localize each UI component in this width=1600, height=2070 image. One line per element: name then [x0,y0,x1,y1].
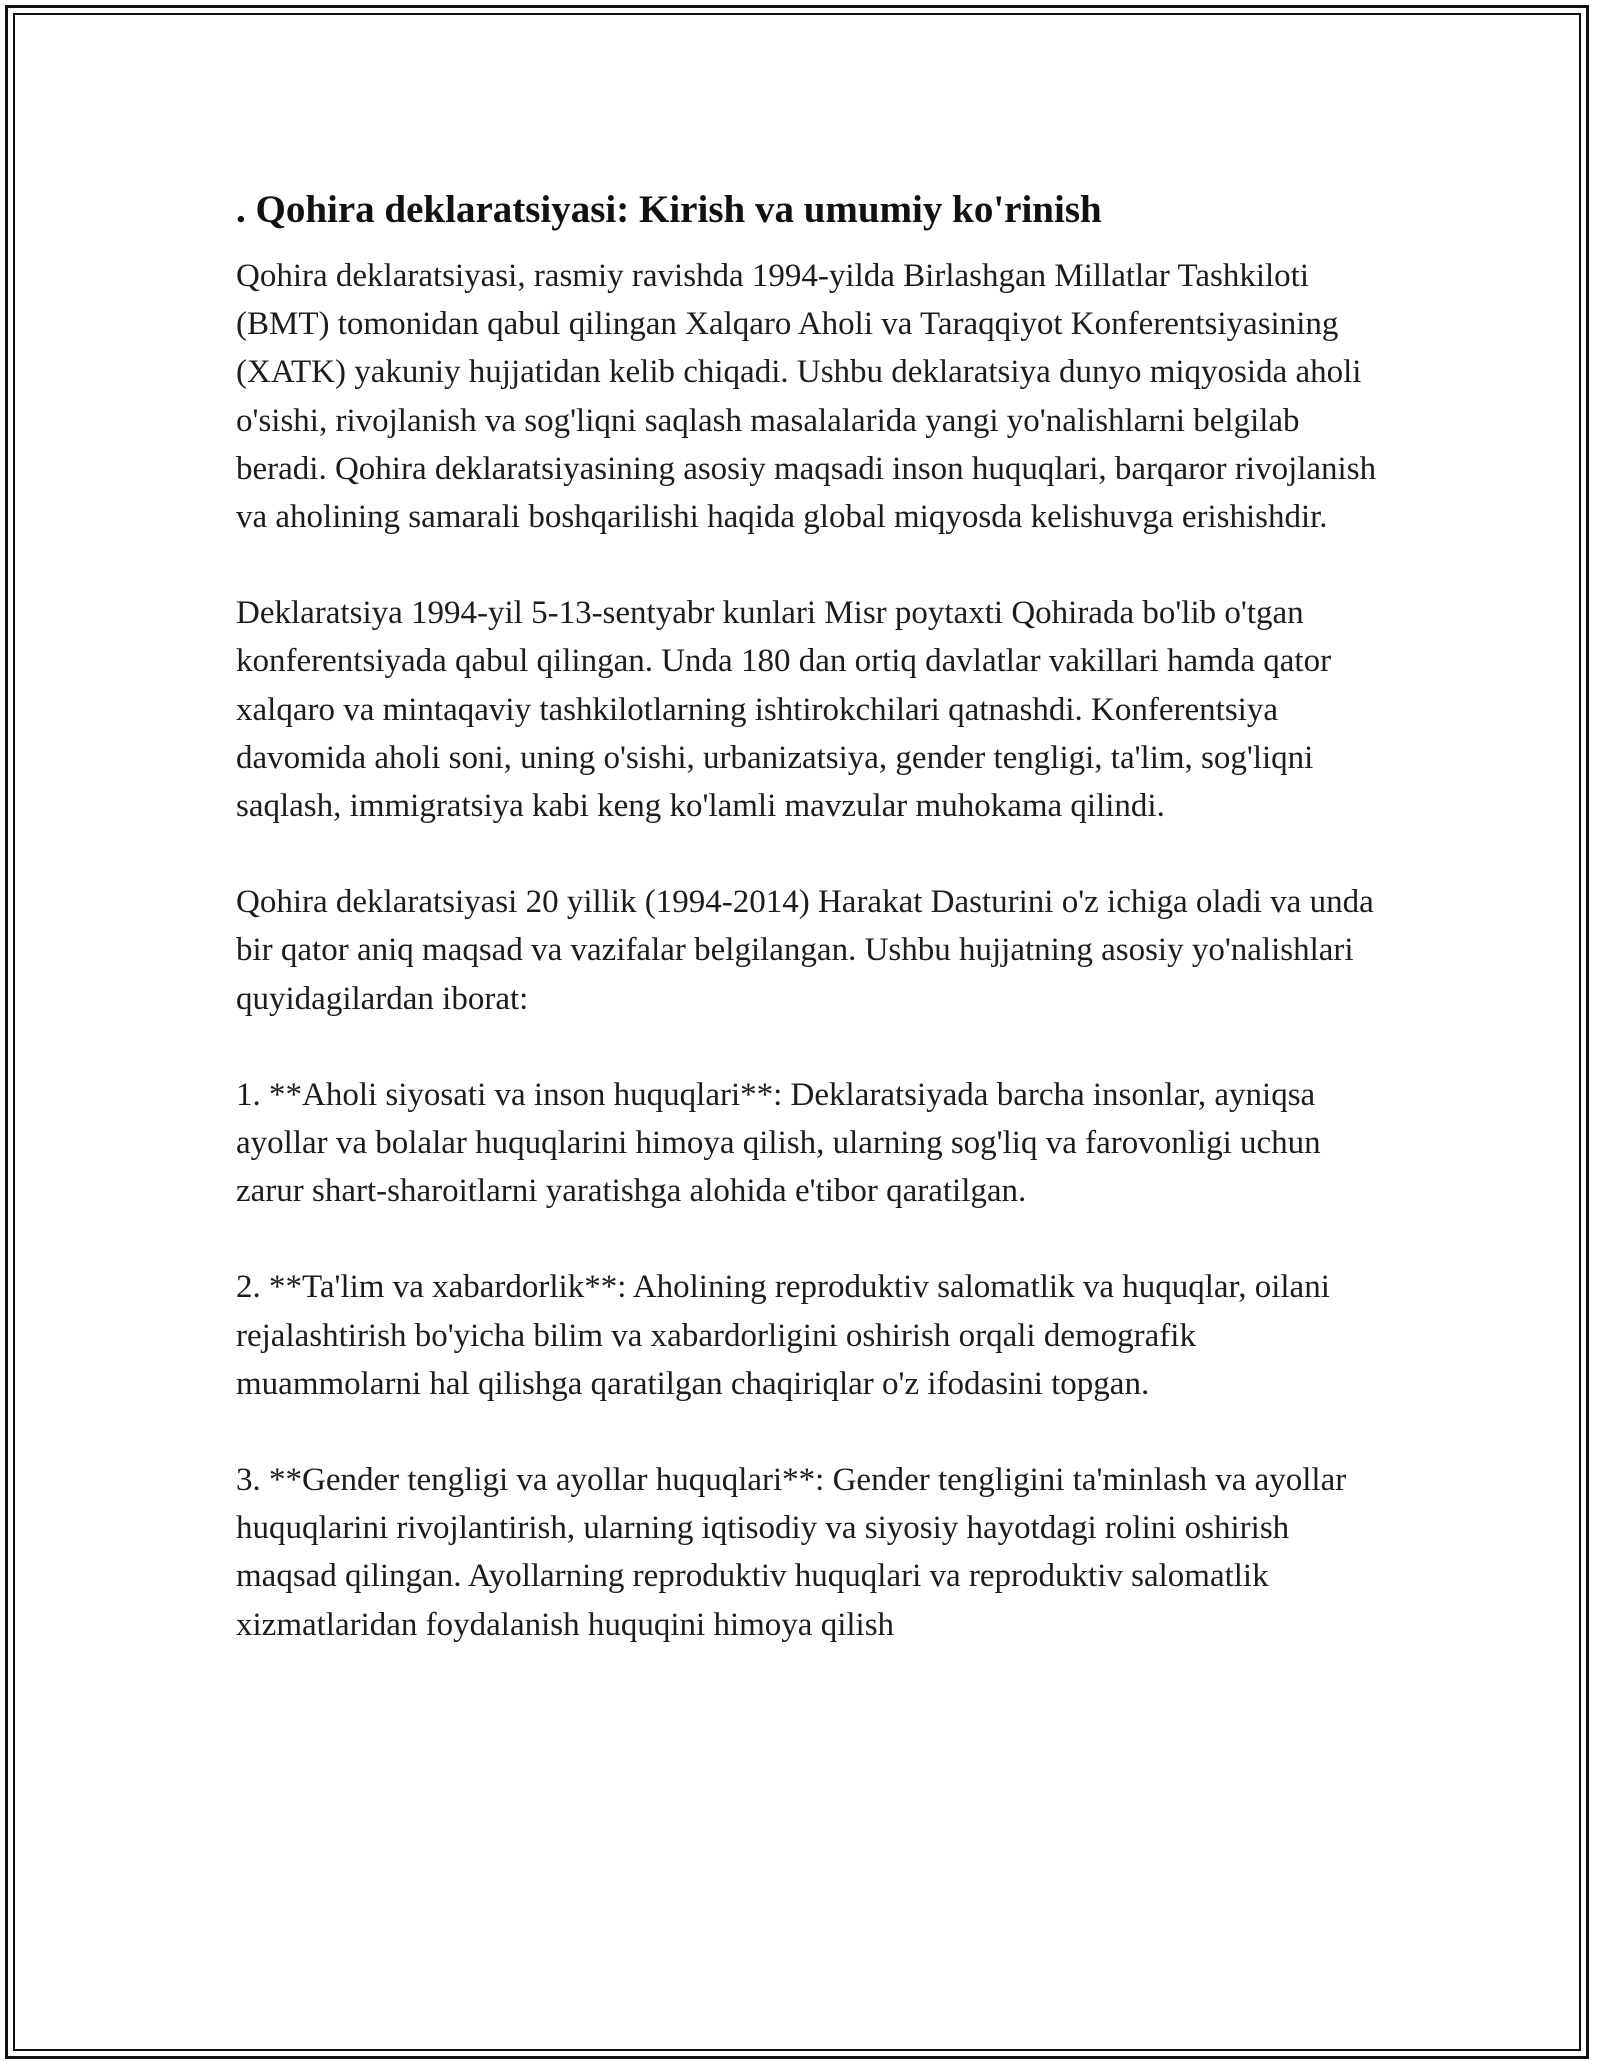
document-body [236,186,1386,1649]
list-item-population-policy: 1. **Aholi siyosati va inson huquqlari**: Deklaratsiyada barcha insonlar, ayniqsa ayollar va bolalar huquqlarini himoya qilish, ularning sog'liq va farovonligi uchun zarur shart-sharoitlarni yaratishga alohida e'tibor qaratilgan. [236,1076,1321,1210]
list-item-gender-equality: 3. **Gender tengligi va ayollar huquqlari**: Gender tengligini ta'minlash va ayollar huquqlarini rivojlantirish, ularning iqtisodiy va siyosiy hayotdagi rolini oshirish maqsad qilingan. Ayollarning reproduktiv huquqlari va reproduktiv salomatlik xizmatlaridan foydalanish huquqini himoya qilish [236,1462,1347,1643]
paragraph-conference: Deklaratsiya 1994-yil 5-13-sentyabr kunlari Misr poytaxti Qohirada bo'lib o'tgan konferentsiyada qabul qilingan. Unda 180 dan ortiq davlatlar vakillari hamda qator xalqaro va mintaqaviy tashkilotlarning ishtirokchilari qatnashdi. Konferentsiya davomida aholi soni, uning o'sishi, urbanizatsiya, gender tengligi, ta'lim, sog'liqni saqlash, immigratsiya kabi keng ko'lamli mavzular muhokama qilindi. [236,595,1332,825]
paragraph-intro: Qohira deklaratsiyasi, rasmiy ravishda 1994-yilda Birlashgan Millatlar Tashkiloti (BMT) tomonidan qabul qilingan Xalqaro Aholi va Taraqqiyot Konferentsiyasining (XATK) yakuniy hujjatidan kelib chiqadi. Ushbu deklaratsiya dunyo miqyosida aholi o'sishi, rivojlanish va sog'liqni saqlash masalalarida yangi yo'nalishlarni belgilab beradi. Qohira deklaratsiyasining asosiy maqsadi inson huquqlari, barqaror rivojlanish va aholining samarali boshqarilishi haqida global miqyosda kelishuvga erishishdir. [236,258,1377,536]
list-item-education: 2. **Ta'lim va xabardorlik**: Aholining reproduktiv salomatlik va huquqlar, oilani rejalashtirish bo'yicha bilim va xabardorligini oshirish orqali demografik muammolarni hal qilishga qaratilgan chaqiriqlar o'z ifodasini topgan. [236,1269,1330,1402]
paragraph-program: Qohira deklaratsiyasi 20 yillik (1994-2014) Harakat Dasturini o'z ichiga oladi va unda bir qator aniq maqsad va vazifalar belgilangan. Ushbu hujjatning asosiy yo'nalishlari quyidagilardan iborat: [236,884,1374,1017]
document-title: . Qohira deklaratsiyasi: Kirish va umumiy ko'rinish [236,188,1102,231]
